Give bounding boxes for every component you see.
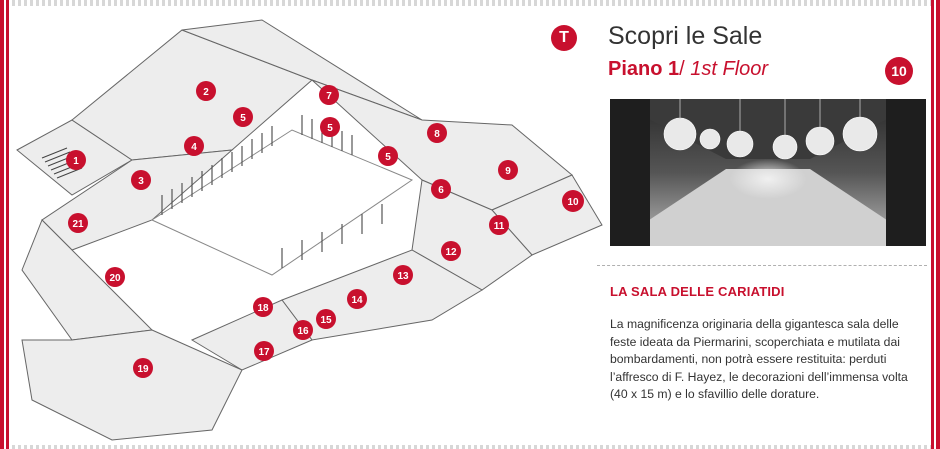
right-border — [931, 0, 940, 449]
svg-text:17: 17 — [258, 347, 270, 358]
svg-text:21: 21 — [72, 219, 84, 230]
t-badge: T — [551, 25, 577, 51]
svg-text:5: 5 — [327, 123, 333, 134]
left-border — [0, 0, 9, 449]
room-marker-5b[interactable] — [320, 117, 340, 137]
svg-text:3: 3 — [138, 176, 144, 187]
svg-text:20: 20 — [109, 273, 121, 284]
room-number-badge: 10 — [885, 57, 913, 85]
floor-title — [608, 58, 768, 81]
room-description: La magnificenza originaria della gigantesca sala delle feste ideata da Piermarini, scoperchiata e mutilata dai bombardamenti, non potrà essere restituita: perduti l’affresco di F. Hayez, le decorazioni dell’immensa volta (40 x 15 m) e lo sfavillio delle dorature. — [610, 317, 908, 401]
room-marker-12[interactable] — [441, 241, 461, 261]
svg-text:15: 15 — [320, 315, 332, 326]
svg-text:9: 9 — [505, 166, 511, 177]
svg-text:8: 8 — [434, 129, 440, 140]
room-marker-4[interactable] — [184, 136, 204, 156]
room-marker-10[interactable] — [562, 190, 584, 212]
divider — [597, 265, 927, 266]
room-marker-11[interactable] — [489, 215, 509, 235]
svg-text:18: 18 — [257, 303, 269, 314]
room-marker-5a[interactable] — [233, 107, 253, 127]
room-marker-7[interactable] — [319, 85, 339, 105]
room-marker-14[interactable] — [347, 289, 367, 309]
room-marker-13[interactable] — [393, 265, 413, 285]
room-marker-19[interactable] — [133, 358, 153, 378]
svg-text:5: 5 — [240, 113, 246, 124]
room-marker-1[interactable] — [66, 150, 86, 170]
svg-text:19: 19 — [137, 364, 149, 375]
room-marker-8[interactable] — [427, 123, 447, 143]
top-border — [0, 0, 940, 6]
svg-text:11: 11 — [493, 221, 505, 232]
svg-text:2: 2 — [203, 87, 209, 98]
svg-text:13: 13 — [397, 271, 409, 282]
room-marker-2[interactable] — [196, 81, 216, 101]
page-title: Scopri le Sale — [608, 22, 763, 50]
room-marker-21[interactable] — [68, 213, 88, 233]
svg-text:1: 1 — [73, 156, 79, 167]
room-marker-20[interactable] — [105, 267, 125, 287]
room-marker-15[interactable] — [316, 309, 336, 329]
floor-plan-map — [12, 10, 612, 446]
svg-text:12: 12 — [445, 247, 457, 258]
room-marker-6[interactable] — [431, 179, 451, 199]
svg-text:16: 16 — [297, 326, 309, 337]
room-marker-16[interactable] — [293, 320, 313, 340]
svg-text:10: 10 — [567, 197, 579, 208]
room-marker-18[interactable] — [253, 297, 273, 317]
svg-text:14: 14 — [351, 295, 363, 306]
svg-text:5: 5 — [385, 152, 391, 163]
room-marker-3[interactable] — [131, 170, 151, 190]
svg-text:6: 6 — [438, 185, 444, 196]
room-title: LA SALA DELLE CARIATIDI — [610, 284, 785, 299]
room-marker-9[interactable] — [498, 160, 518, 180]
svg-text:4: 4 — [191, 142, 197, 153]
svg-text:7: 7 — [326, 91, 332, 102]
floor-it: Piano 1 — [608, 58, 680, 80]
room-marker-5c[interactable] — [378, 146, 398, 166]
floor-sep: / — [679, 58, 685, 80]
room-marker-17[interactable] — [254, 341, 274, 361]
room-photo — [610, 99, 926, 246]
floor-en: 1st Floor — [684, 58, 769, 80]
